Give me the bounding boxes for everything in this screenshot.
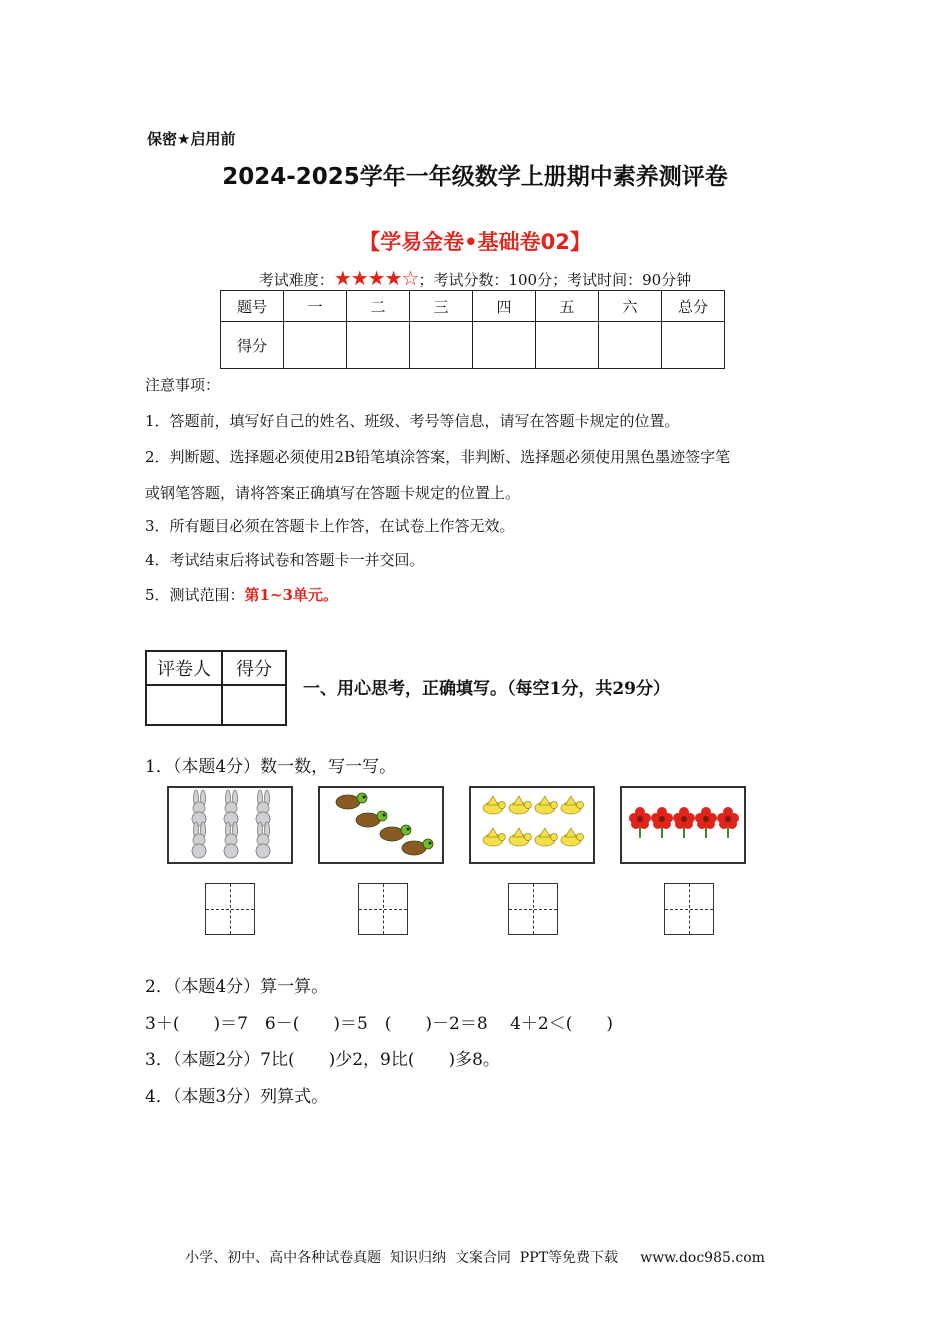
question-2-expressions: 3＋( )＝7 6－( )＝5 ( )－2＝8 4＋2＜( ) [145,1014,613,1034]
rabbit-icon [169,788,291,862]
answer-grid[interactable] [205,883,255,935]
score-cell[interactable] [662,322,725,369]
difficulty-label: 考试难度： [258,271,334,289]
grader-score-cell[interactable] [222,685,286,725]
grader-score-header: 得分 [222,651,286,685]
flower-icon [622,788,744,862]
notice-item [145,584,338,605]
score-table-header: 总分 [662,291,725,322]
notice-item: 4．考试结束后将试卷和答题卡一并交回。 [145,551,425,569]
score-table [220,290,725,369]
exam-subtitle: 【学易金卷•基础卷02】 [359,230,591,254]
notice-item: 1．答题前，填写好自己的姓名、班级、考号等信息，请写在答题卡规定的位置。 [145,412,680,430]
score-table-header: 二 [347,291,410,322]
score-time-info: ；考试分数：100分；考试时间：90分钟 [418,271,692,289]
turtles-picture [318,786,444,864]
score-cell[interactable] [473,322,536,369]
test-range-value: 第1~3单元 [244,586,323,604]
section-title: 一、用心思考，正确填写。（每空1分，共29分） [303,679,670,699]
score-cell[interactable] [347,322,410,369]
score-table-header: 三 [410,291,473,322]
rabbits-picture [167,786,293,864]
bird-icon [471,788,593,862]
notice-item: 3．所有题目必须在答题卡上作答，在试卷上作答无效。 [145,517,515,535]
grader-table [145,650,287,726]
answer-grid[interactable] [508,883,558,935]
question-4: 4．（本题3分）列算式。 [145,1087,329,1107]
birds-picture [469,786,595,864]
page-title: 2024-2025学年一年级数学上册期中素养测评卷 [222,164,728,190]
score-row-label: 得分 [221,322,284,369]
score-table-header: 一 [284,291,347,322]
question-2: 2．（本题4分）算一算。 [145,977,329,997]
score-cell[interactable] [599,322,662,369]
footer: 小学、初中、高中各种试卷真题 知识归纳 文案合同 PPT等免费下载 www.doc985.com [185,1250,765,1266]
score-cell[interactable] [284,322,347,369]
confidential-label: 保密★启用前 [147,130,236,148]
score-table-header: 五 [536,291,599,322]
question-3: 3．（本题2分）7比( )少2，9比( )多8。 [145,1050,500,1070]
grader-cell[interactable] [146,685,222,725]
exam-info [0,266,950,290]
score-table-header: 题号 [221,291,284,322]
grader-header: 评卷人 [146,651,222,685]
notice-item: 2．判断题、选择题必须使用2B铅笔填涂答案，非判断、选择题必须使用黑色墨迹签字笔 [145,448,731,466]
flowers-picture [620,786,746,864]
answer-grid[interactable] [664,883,714,935]
score-table-header: 四 [473,291,536,322]
answer-grid[interactable] [358,883,408,935]
score-cell[interactable] [410,322,473,369]
turtle-icon [320,788,442,862]
notice-item: 或钢笔答题，请将答案正确填写在答题卡规定的位置上。 [145,484,521,502]
notice-heading: 注意事项： [145,376,221,394]
difficulty-stars [334,266,419,290]
star-filled-icon: ★★★★ [333,266,402,290]
score-cell[interactable] [536,322,599,369]
score-table-header: 六 [599,291,662,322]
test-range-suffix: 。 [323,586,339,604]
test-range-label: 5．测试范围： [145,586,245,604]
question-1: 1．（本题4分）数一数，写一写。 [145,757,397,777]
star-empty-icon: ☆ [401,266,419,290]
